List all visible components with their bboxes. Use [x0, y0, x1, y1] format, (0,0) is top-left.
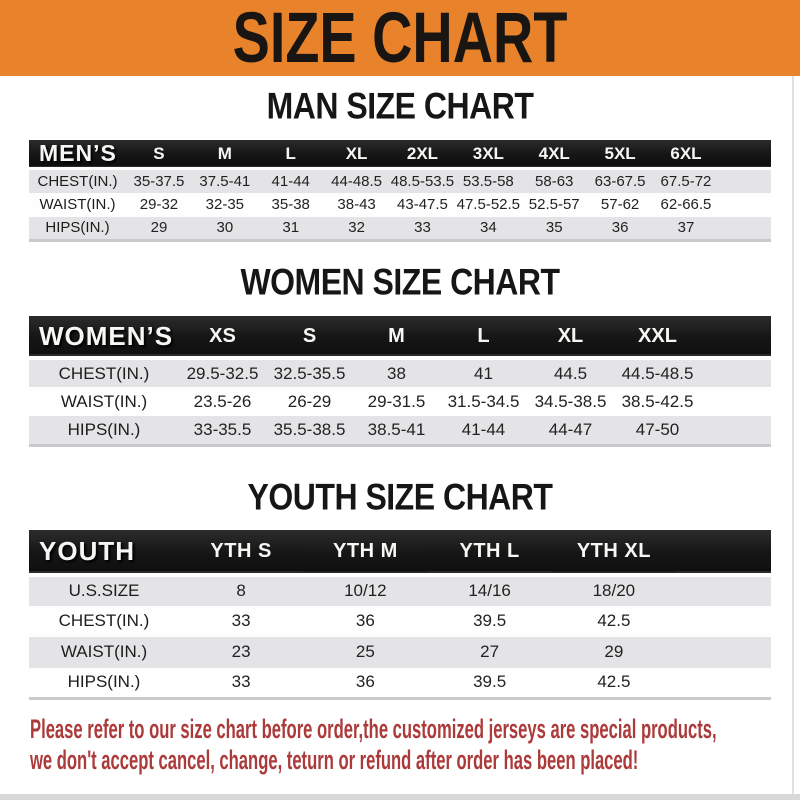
men-size-cell: 36 [611, 219, 629, 237]
youth-size-cell: 33 [231, 672, 251, 692]
women-table-header-row [29, 316, 771, 358]
men-table-row [29, 217, 771, 241]
header-spacer-cell [676, 530, 771, 575]
men-size-cell: 34 [479, 219, 497, 237]
youth-size-cell: 36 [355, 611, 375, 630]
men-table-row [29, 169, 771, 193]
men-section-title [0, 85, 800, 127]
page-title: SIZE CHART [232, 0, 568, 78]
youth-size-cell: 10/12 [344, 581, 387, 600]
women-row-label: CHEST(IN.) [58, 363, 150, 383]
men-size-cell: 52.5-57 [528, 196, 580, 213]
row-spacer-cell [676, 606, 771, 637]
youth-table-header-row [29, 530, 771, 575]
youth-column-header: YTH M [333, 539, 398, 562]
youth-row-label: HIPS(IN.) [67, 672, 141, 692]
page-bottom-edge-strip [0, 794, 800, 800]
row-spacer-cell [701, 416, 771, 445]
order-notice-line-1: Please refer to our size chart before order,the customized jerseys are special products, [30, 714, 717, 744]
youth-column-header: YTH L [459, 539, 520, 562]
women-size-table [29, 316, 771, 447]
women-size-cell: 38 [387, 363, 406, 383]
youth-size-cell: 36 [355, 672, 375, 692]
women-size-cell: 35.5-38.5 [273, 419, 346, 439]
youth-table-row [29, 668, 771, 699]
youth-row-label: U.S.SIZE [68, 581, 140, 600]
row-spacer-cell [701, 358, 771, 387]
order-notice [30, 714, 717, 776]
men-size-cell: 43-47.5 [397, 196, 448, 213]
women-size-cell: 44.5 [553, 363, 588, 383]
men-size-cell: 38-43 [337, 196, 376, 213]
women-size-cell: 26-29 [287, 391, 332, 411]
page-right-edge-line [792, 76, 794, 800]
men-size-cell: 47.5-52.5 [456, 196, 521, 213]
men-size-cell: 32-35 [205, 196, 245, 213]
women-column-header: XXL [638, 324, 677, 347]
men-column-header: M [217, 143, 232, 163]
men-size-cell: 53.5-58 [462, 172, 514, 190]
youth-table-header-label: YOUTH [39, 535, 135, 566]
women-size-cell: 33-35.5 [193, 419, 252, 439]
men-size-cell: 37 [677, 219, 695, 237]
men-size-cell: 41-44 [271, 172, 310, 190]
men-size-cell: 30 [216, 219, 234, 237]
men-size-cell: 33 [414, 219, 431, 237]
women-section-title-text: WOMEN SIZE CHART [240, 261, 560, 303]
women-row-label: HIPS(IN.) [67, 419, 141, 439]
youth-size-cell: 29 [604, 642, 624, 661]
youth-size-table [29, 530, 771, 701]
men-size-table [29, 140, 771, 242]
youth-section-title [0, 475, 800, 518]
men-section-title-text: MAN SIZE CHART [266, 85, 534, 127]
men-row-label: HIPS(IN.) [45, 219, 110, 237]
men-table-header-row [29, 140, 771, 169]
youth-column-header: YTH S [210, 539, 272, 562]
women-size-cell: 38.5-41 [367, 419, 426, 439]
section-men [0, 85, 800, 242]
men-table-header-label: MEN’S [39, 140, 117, 166]
section-youth [0, 475, 800, 701]
youth-row-label: WAIST(IN.) [60, 642, 148, 661]
women-size-cell: 38.5-42.5 [621, 391, 694, 411]
row-spacer-cell [719, 193, 771, 217]
women-size-cell: 44.5-48.5 [621, 363, 694, 383]
men-size-cell: 44-48.5 [331, 172, 383, 190]
women-section-title [0, 261, 800, 303]
men-size-cell: 29-32 [139, 196, 179, 213]
men-size-cell: 37.5-41 [199, 172, 251, 190]
women-size-cell: 29.5-32.5 [186, 363, 259, 383]
youth-size-cell: 33 [231, 611, 251, 630]
men-size-cell: 31 [282, 219, 300, 237]
women-column-header: XS [209, 324, 236, 347]
men-column-header: L [285, 143, 296, 163]
section-women [0, 261, 800, 447]
youth-size-cell: 18/20 [592, 581, 636, 600]
men-row-label: WAIST(IN.) [39, 196, 116, 213]
row-spacer-cell [719, 217, 771, 241]
women-size-cell: 41 [474, 363, 493, 383]
youth-size-cell: 39.5 [473, 611, 507, 630]
women-size-cell: 32.5-35.5 [273, 363, 346, 383]
men-size-cell: 32 [348, 219, 365, 237]
youth-table-row [29, 637, 771, 668]
women-size-cell: 31.5-34.5 [447, 391, 520, 411]
row-spacer-cell [676, 668, 771, 699]
women-size-cell: 47-50 [635, 419, 680, 439]
men-size-cell: 67.5-72 [660, 172, 712, 190]
women-table-row [29, 387, 771, 416]
youth-section-title-text: YOUTH SIZE CHART [247, 475, 553, 518]
men-column-header: 3XL [472, 143, 504, 163]
size-chart-banner [0, 0, 800, 76]
women-column-header: S [302, 324, 317, 347]
men-column-header: 5XL [604, 143, 636, 163]
youth-table-row [29, 575, 771, 606]
youth-size-cell: 27 [480, 642, 500, 661]
men-size-cell: 48.5-53.5 [390, 172, 455, 190]
row-spacer-cell [676, 575, 771, 606]
youth-row-label: CHEST(IN.) [58, 611, 150, 630]
men-size-cell: 62-66.5 [660, 196, 712, 213]
youth-size-cell: 42.5 [597, 611, 631, 630]
women-column-header: L [477, 324, 490, 347]
women-column-header: XL [557, 324, 584, 347]
women-size-cell: 44-47 [548, 419, 593, 439]
women-column-header: M [388, 324, 405, 347]
men-column-header: 2XL [406, 143, 439, 163]
youth-size-cell: 39.5 [473, 672, 507, 692]
header-spacer-cell [701, 316, 771, 358]
row-spacer-cell [701, 387, 771, 416]
men-table-row [29, 193, 771, 217]
women-table-row [29, 358, 771, 387]
youth-size-cell: 42.5 [597, 672, 631, 692]
youth-size-cell: 14/16 [468, 581, 511, 600]
men-size-cell: 58-63 [535, 172, 574, 190]
men-size-cell: 35 [545, 219, 563, 237]
men-row-label: CHEST(IN.) [37, 172, 118, 190]
men-size-cell: 63-67.5 [594, 172, 646, 190]
men-column-header: XL [345, 143, 368, 163]
women-table-header-label: WOMEN’S [39, 320, 174, 351]
men-column-header: 4XL [538, 143, 570, 163]
header-spacer-cell [719, 140, 771, 169]
youth-column-header: YTH XL [576, 539, 651, 562]
men-size-cell: 35-37.5 [133, 172, 185, 190]
youth-size-cell: 23 [231, 642, 251, 661]
youth-size-cell: 25 [355, 642, 375, 661]
men-size-cell: 57-62 [600, 196, 640, 213]
men-size-cell: 29 [150, 219, 168, 237]
row-spacer-cell [676, 637, 771, 668]
women-size-cell: 34.5-38.5 [534, 391, 607, 411]
women-size-cell: 29-31.5 [367, 391, 426, 411]
row-spacer-cell [719, 169, 771, 193]
youth-size-cell: 8 [236, 581, 246, 600]
men-size-cell: 35-38 [271, 196, 310, 213]
women-size-cell: 23.5-26 [193, 391, 252, 411]
men-column-header: 6XL [670, 143, 702, 163]
women-table-row [29, 416, 771, 445]
youth-table-row [29, 606, 771, 637]
men-column-header: S [153, 143, 165, 163]
order-notice-line-2: we don't accept cancel, change, teturn or refund after order has been placed! [30, 745, 639, 775]
women-row-label: WAIST(IN.) [60, 391, 148, 411]
women-size-cell: 41-44 [461, 419, 506, 439]
